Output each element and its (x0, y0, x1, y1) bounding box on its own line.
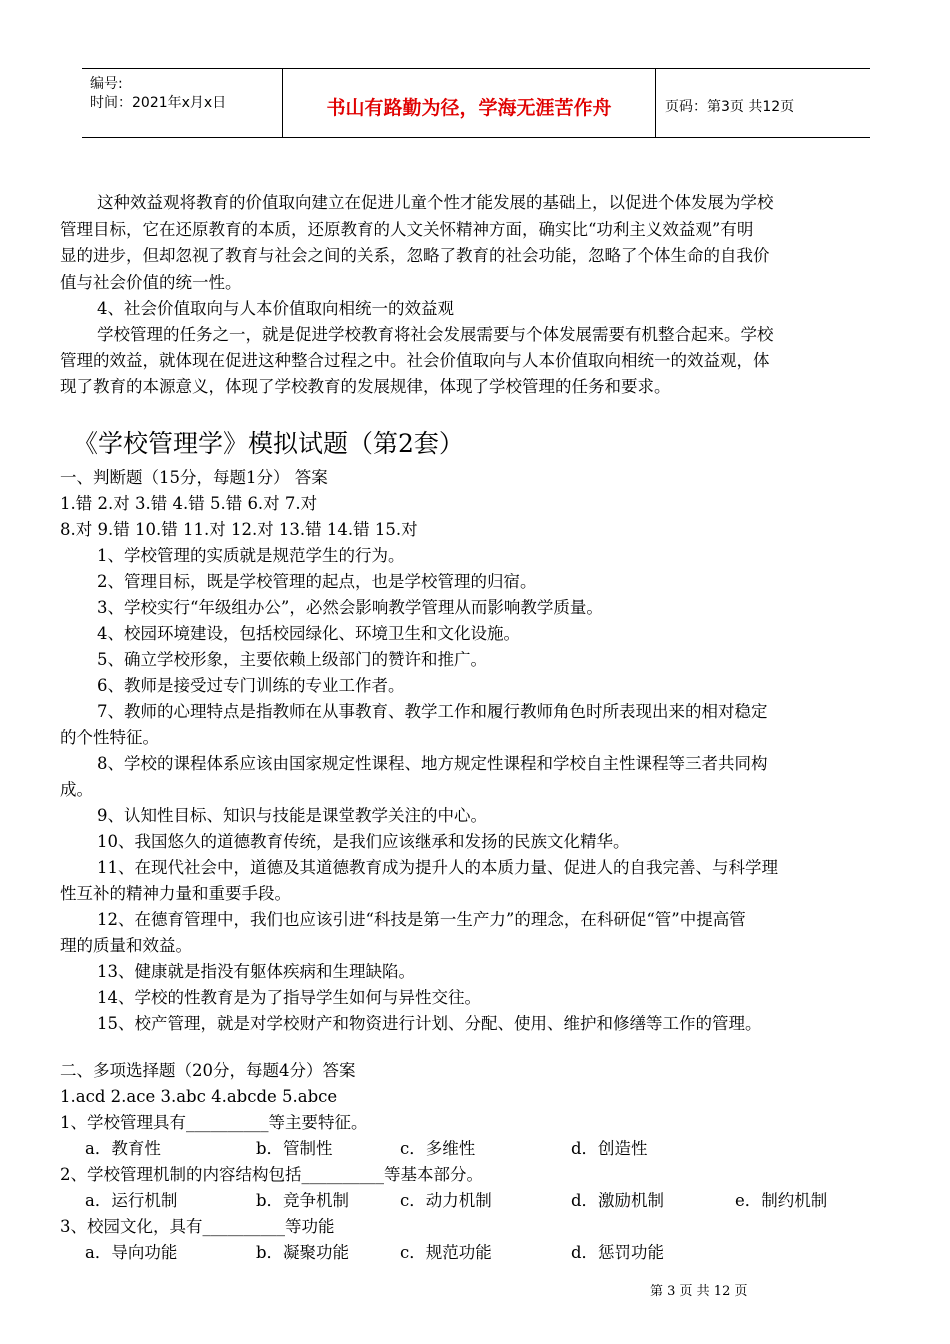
question-stem: 1、学校管理具有__________等主要特征。 (60, 1113, 368, 1132)
intro-line: 管理的效益，就体现在促进这种整合过程之中。社会价值取向与人本价值取向相统一的效益观，体 (60, 351, 770, 370)
page-label: 页码：第3页 共12页 (665, 99, 795, 115)
question-line: 的个性特征。 (60, 728, 159, 747)
intro-line: 显的进步，但却忽视了教育与社会之间的关系，忽略了教育的社会功能，忽略了个体生命的自我价 (60, 246, 770, 265)
question-line: 9、认知性目标、知识与技能是课堂教学关注的中心。 (97, 806, 487, 825)
option: d．创造性 (571, 1139, 648, 1158)
intro-heading: 4、社会价值取向与人本价值取向相统一的效益观 (97, 299, 454, 318)
question-line: 5、确立学校形象，主要依赖上级部门的赞许和推广。 (97, 650, 487, 669)
page-footer: 第 3 页 共 12 页 (650, 1284, 748, 1299)
question-line: 4、校园环境建设，包括校园绿化、环境卫生和文化设施。 (97, 624, 520, 643)
question-line: 1、学校管理的实质就是规范学生的行为。 (97, 546, 405, 565)
question-line: 10、我国悠久的道德教育传统，是我们应该继承和发扬的民族文化精华。 (97, 832, 630, 851)
question-line: 15、校产管理，就是对学校财产和物资进行计划、分配、使用、维护和修缮等工作的管理。 (97, 1014, 762, 1033)
intro-line: 值与社会价值的统一性。 (60, 273, 242, 292)
question-line: 13、健康就是指没有躯体疾病和生理缺陷。 (97, 962, 415, 981)
question-line: 14、学校的性教育是为了指导学生如何与异性交往。 (97, 988, 481, 1007)
option: d．激励机制 (571, 1191, 665, 1210)
header-right-cell (655, 69, 870, 137)
page-header (82, 68, 870, 138)
header-motto-cell (282, 69, 656, 137)
question-line: 12、在德育管理中，我们也应该引进“科技是第一生产力”的理念，在科研促“管”中提高管 (97, 910, 746, 929)
option: d．惩罚功能 (571, 1243, 665, 1262)
question-stem: 2、学校管理机制的内容结构包括__________等基本部分。 (60, 1165, 483, 1184)
question-line: 8、学校的课程体系应该由国家规定性课程、地方规定性课程和学校自主性课程等三者共同构 (97, 754, 768, 773)
intro-line: 管理目标，它在还原教育的本质，还原教育的人文关怀精神方面，确实比“功利主义效益观”有明 (60, 220, 754, 239)
exam-title: 《学校管理学》模拟试题（第2套） (73, 429, 464, 458)
question-line: 3、学校实行“年级组办公”，必然会影响教学管理从而影响教学质量。 (97, 598, 603, 617)
time-label: 时间：2021年x月x日 (90, 95, 227, 111)
question-line: 7、教师的心理特点是指教师在从事教育、教学工作和履行教师角色时所表现出来的相对稳定 (97, 702, 768, 721)
option: a．教育性 (85, 1139, 161, 1158)
question-stem: 3、校园文化，具有__________等功能 (60, 1217, 335, 1236)
intro-line: 这种效益观将教育的价值取向建立在促进儿童个性才能发展的基础上，以促进个体发展为学校 (97, 193, 774, 212)
option: a．运行机制 (85, 1191, 178, 1210)
question-line: 2、管理目标，既是学校管理的起点，也是学校管理的归宿。 (97, 572, 537, 591)
option: c．动力机制 (400, 1191, 492, 1210)
intro-line: 学校管理的任务之一，就是促进学校教育将社会发展需要与个体发展需要有机整合起来。学校 (97, 325, 774, 344)
question-line: 11、在现代社会中，道德及其道德教育成为提升人的本质力量、促进人的自我完善、与科学理 (97, 858, 778, 877)
header-left-cell (82, 69, 282, 137)
section-heading: 二、多项选择题（20分，每题4分）答案 (60, 1061, 356, 1080)
option: c．多维性 (400, 1139, 476, 1158)
option: b．竞争机制 (256, 1191, 350, 1210)
section-heading: 一、判断题（15分，每题1分） 答案 (60, 468, 328, 487)
answer-line: 8.对 9.错 10.错 11.对 12.对 13.错 14.错 15.对 (60, 520, 418, 539)
option: e．制约机制 (735, 1191, 828, 1210)
option: b．凝聚功能 (256, 1243, 350, 1262)
code-label: 编号: (90, 76, 123, 92)
motto: 书山有路勤为径，学海无涯苦作舟 (326, 97, 612, 119)
option: a．导向功能 (85, 1243, 178, 1262)
option: b．管制性 (256, 1139, 333, 1158)
option: c．规范功能 (400, 1243, 492, 1262)
answer-line: 1.acd 2.ace 3.abc 4.abcde 5.abce (60, 1087, 338, 1106)
question-line: 性互补的精神力量和重要手段。 (60, 884, 291, 903)
question-line: 成。 (60, 780, 93, 799)
answer-line: 1.错 2.对 3.错 4.错 5.错 6.对 7.对 (60, 494, 318, 513)
question-line: 理的质量和效益。 (60, 936, 192, 955)
intro-line: 现了教育的本源意义，体现了学校教育的发展规律，体现了学校管理的任务和要求。 (60, 377, 671, 396)
question-line: 6、教师是接受过专门训练的专业工作者。 (97, 676, 405, 695)
